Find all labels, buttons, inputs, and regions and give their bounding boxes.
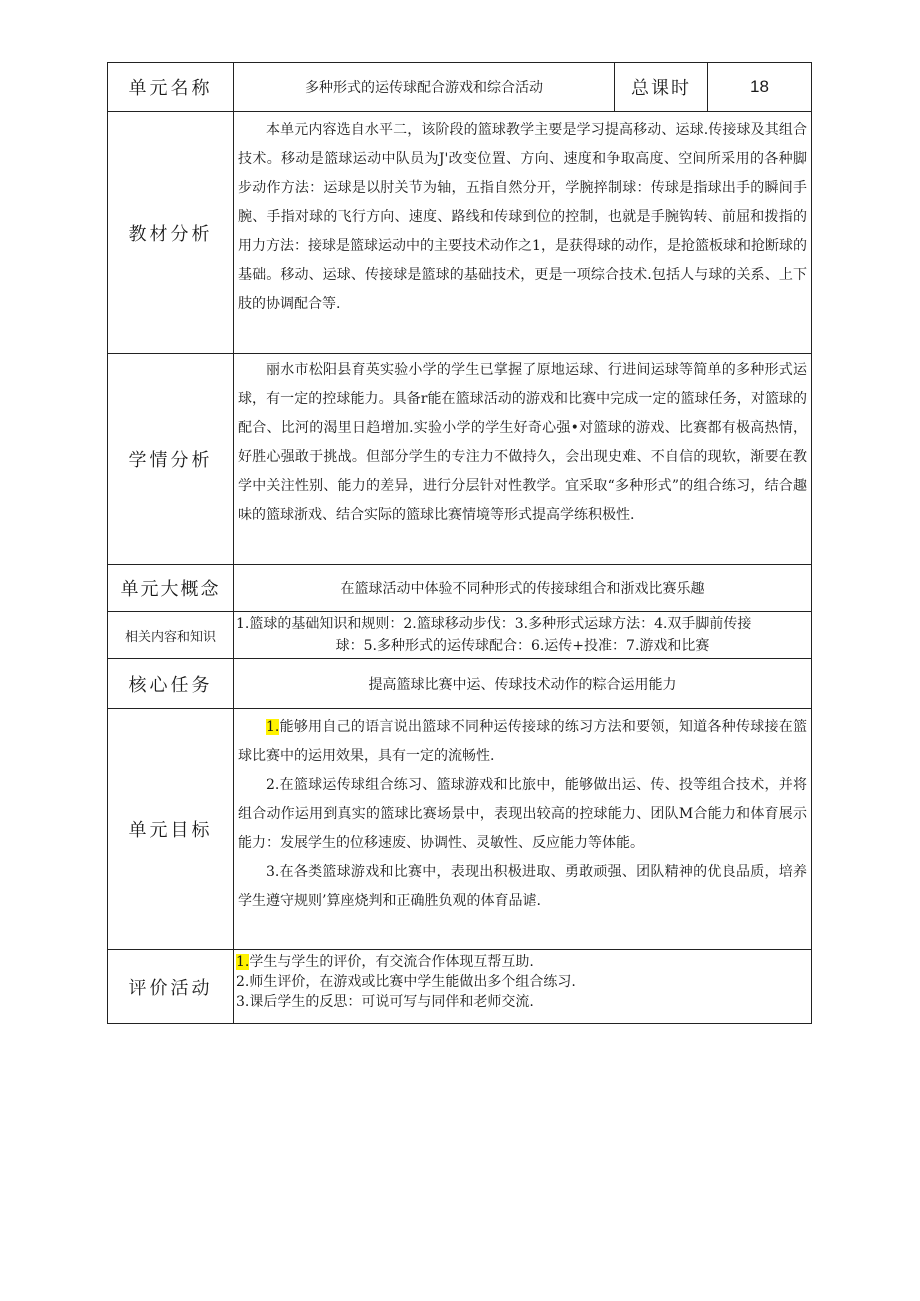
goal-2-number: 2 (266, 777, 275, 793)
evaluation-item-2: 2.师生评价，在游戏或比赛中学生能做出多个组合练习. (236, 974, 576, 990)
unit-goal-2 (234, 771, 811, 858)
row-related-knowledge (108, 612, 812, 659)
row-unit-name (108, 63, 812, 112)
unit-goal-3 (234, 858, 811, 916)
total-hours-label: 总课时 (615, 63, 708, 112)
row-core-task (108, 659, 812, 709)
total-hours-value: 18 (708, 63, 812, 112)
unit-name-label: 单元名称 (108, 63, 234, 112)
big-concept-label: 单元大概念 (108, 565, 234, 612)
evaluation-item-3: 3.课后学生的反思：可说可写与同伴和老师交流. (236, 994, 534, 1010)
evaluation-item-1 (234, 952, 811, 972)
goal-1-text: 能够用自己的语言说出篮球不同种运传接球的练习方法和要领，知道各种传球接在篮球比赛中的运用效果，具有一定的流畅性. (238, 719, 807, 764)
material-analysis-text: 本单元内容选自水平二，该阶段的篮球教学主要是学习提高移动、运球.传接球及其组合技术。移动是篮球运动中队员为J'改变位置、方向、速度和争取高度、空间所采用的各种脚步动作方法：运球是以肘关节为轴，五指自然分开，学腕捽制球：传球是指球出手的瞬间手腕、手指对球的飞行方向、速度、路线和传球到位的控制，也就是手腕钩转、前屈和拨指的用力方法：接球是篮球运动中的主要技术动作之1，是获得球的动作，是抢篮板球和抢断球的基础。移动、运球、传接球是篮球的基础技术，更是一项综合技术.包括人与球的关系、上下肢的协调配合等. (238, 122, 807, 312)
evaluation-1-text: 学生与学生的评价，有交流合作体现互帮互助. (249, 954, 534, 970)
unit-goal-1 (234, 713, 811, 771)
unit-plan-document (107, 62, 811, 1024)
student-analysis-text: 丽水市松阳县育英实验小学的学生已掌握了原地运球、行进间运球等简单的多种形式运球，有一定的控球能力。具备r能在篮球活动的游戏和比赛中完成一定的篮球任务，对篮球的配合、比河的渴里日趋增加.实验小学的学生好奇心强•对篮球的游戏、比赛都有极高热情，好胜心强敢于挑战。但部分学生的专注力不做持久，会出现史难、不自信的现软，渐要在教学中关注性别、能力的差异，进行分层针对性教学。宜采取“多种形式”的组合练习，结合趣味的篮球浙戏、结合实际的篮球比赛情境等形式提高学练积极性. (238, 362, 807, 523)
row-material-analysis (108, 112, 812, 354)
row-big-concept (108, 565, 812, 612)
student-analysis-label: 学情分析 (108, 354, 234, 565)
goal-3-number: 3 (266, 864, 275, 880)
row-unit-goals (108, 709, 812, 950)
related-knowledge-line-2: 球：5.多种形式的运传球配合：6.运传+投准：7.游戏和比赛 (335, 638, 710, 654)
related-knowledge-label: 相关内容和知识 (108, 612, 234, 659)
related-knowledge-line-1: 1.篮球的基础知识和规则：2.篮球移动步伐：3.多种形式运球方法：4.双手脚前传接 (236, 616, 752, 632)
core-task-label: 核心任务 (108, 659, 234, 709)
unit-plan-table (107, 62, 812, 1024)
unit-name-value: 多种形式的运传球配合游戏和综合活动 (234, 63, 615, 112)
goal-3-text: .在各类篮球游戏和比赛中，表现出积极进取、勇敢顽强、团队精神的优良品质，培养学生遵守规则’算座烧判和正确胜负观的体育品谑. (238, 864, 807, 909)
big-concept-text: 在篮球活动中体验不同种形式的传接球组合和浙戏比赛乐趣 (234, 565, 812, 612)
evaluation-1-number: 1. (236, 954, 250, 970)
unit-goals-label: 单元目标 (108, 709, 234, 950)
goal-2-text: .在篮球运传球组合练习、篮球游戏和比旅中，能够做出运、传、投等组合技术，并将组合动作运用到真实的篮球比赛场景中，表现出较高的控球能力、团队M合能力和体育展示能力：发展学生的位移速废、协调性、灵敏性、反应能力等体能。 (238, 777, 807, 851)
row-evaluation (108, 950, 812, 1024)
evaluation-label: 评价活动 (108, 950, 234, 1024)
core-task-text: 提高篮球比赛中运、传球技术动作的粽合运用能力 (234, 659, 812, 709)
row-student-analysis (108, 354, 812, 565)
material-analysis-label: 教材分析 (108, 112, 234, 354)
goal-1-number: 1. (266, 719, 280, 735)
